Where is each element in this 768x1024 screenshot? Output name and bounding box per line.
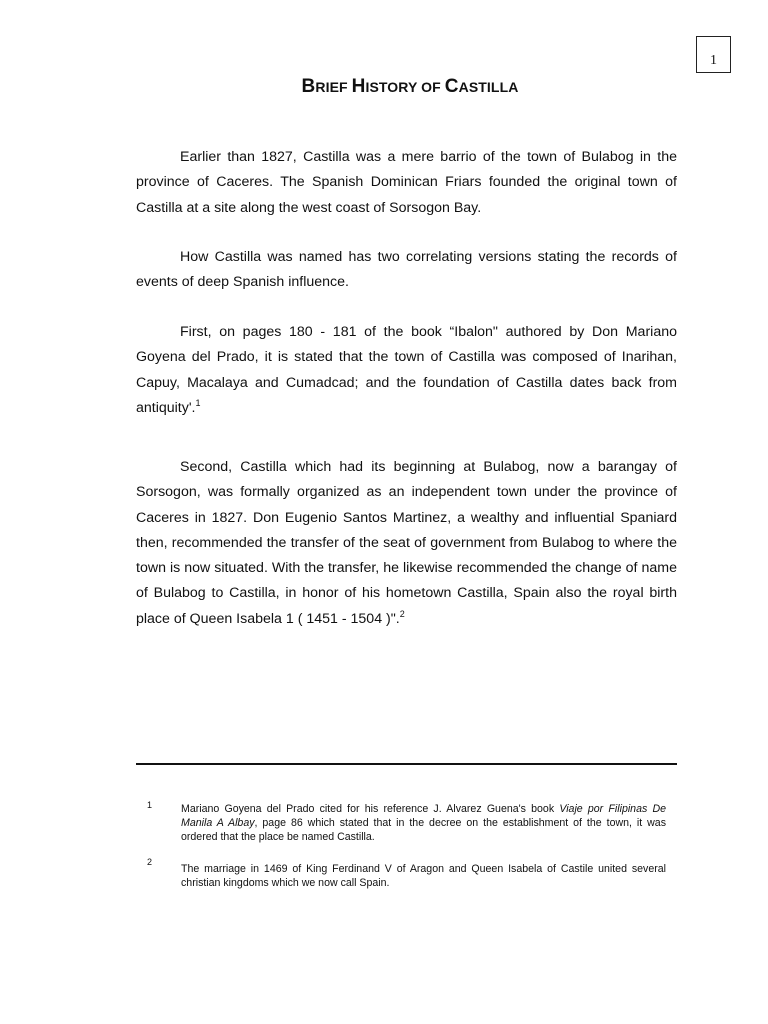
title-part: C — [444, 76, 459, 97]
footnote-text: , page 86 which stated that in the decree on the establishment of the town, it was ordered that the place be named Castilla. — [181, 816, 666, 843]
footnote-1 — [181, 803, 666, 844]
footnote-marker: 1 — [147, 800, 153, 810]
paragraph-text: Earlier than 1827, Castilla was a mere barrio of the town of Bulabog in the province of Caceres. The Spanish Dominican Friars founded the original town of Castilla at a site along the west coast of Sorsogon Bay. — [136, 149, 677, 216]
title-part: ISTORY OF — [365, 79, 445, 95]
paragraph-3 — [136, 320, 677, 421]
footnote-text: The marriage in 1469 of King Ferdinand V of Aragon and Queen Isabela of Castile united several christian kingdoms which we now call Spain. — [181, 863, 666, 889]
page-title — [0, 76, 768, 98]
footnote-2 — [181, 863, 666, 891]
page-number-text: 1 — [710, 53, 717, 68]
paragraph-4 — [136, 455, 677, 632]
title-part: ASTILLA — [458, 79, 519, 95]
paragraph-1 — [136, 145, 677, 221]
footnote-book-title: Viaje por Filipinas De Manila A Albay — [181, 803, 667, 829]
footnote-text: Mariano Goyena del Prado cited for his reference J. Alvarez Guena's book — [181, 803, 560, 815]
page-number — [696, 36, 731, 73]
title-part: H — [351, 76, 366, 97]
footnote-reference[interactable]: 2 — [399, 608, 405, 619]
footnote-separator — [136, 763, 677, 765]
footnote-reference[interactable]: 1 — [195, 397, 201, 408]
footnote-marker: 2 — [147, 857, 153, 867]
paragraph-text: First, on pages 180 - 181 of the book “Ibalon" authored by Don Mariano Goyena del Prado, it is stated that the town of Castilla was composed of Inarihan, Capuy, Macalaya and Cumadcad; and the foundation of Castilla dates back from antiquity'. — [136, 324, 677, 416]
paragraph-2 — [136, 245, 677, 296]
title-part: RIEF — [315, 79, 352, 95]
paragraph-text: How Castilla was named has two correlating versions stating the records of events of deep Spanish influence. — [136, 249, 677, 291]
paragraph-text: Second, Castilla which had its beginning at Bulabog, now a barangay of Sorsogon, was formally organized as an independent town under the province of Caceres in 1827. Don Eugenio Santos Martinez, a wealthy and influential Spaniard then, recommended the transfer of the seat of government from Bulabog to where the town is now situated. With the transfer, he likewise recommended the change of name of Bulabog to Castilla, in honor of his hometown Castilla, Spain also the royal birth place of Queen Isabela 1 ( 1451 - 1504 )". — [136, 459, 677, 627]
title-part: B — [301, 76, 316, 97]
